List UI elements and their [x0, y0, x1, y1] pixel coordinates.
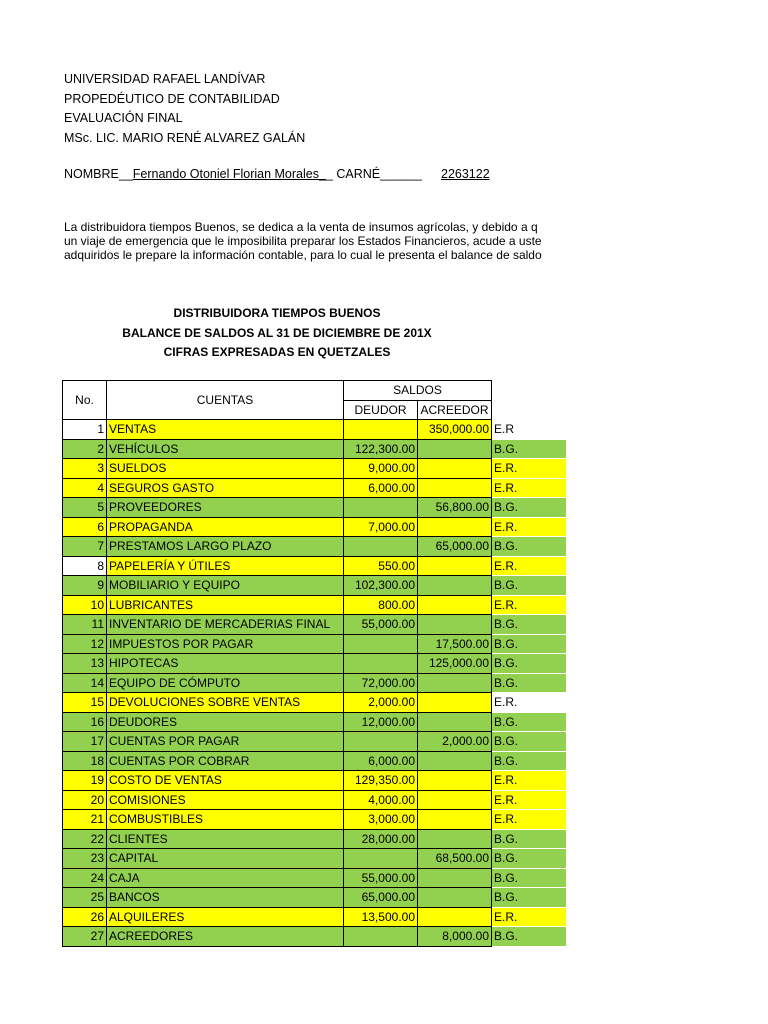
row-number: 18: [63, 751, 107, 771]
statement-class: B.G.: [492, 673, 566, 693]
carne-number: 2263122: [441, 167, 490, 181]
credit-amount: [418, 595, 492, 615]
debit-amount: 28,000.00: [344, 829, 418, 849]
credit-amount: [418, 478, 492, 498]
statement-class: E.R.: [492, 693, 566, 713]
table-row: [63, 751, 566, 771]
debit-amount: [344, 654, 418, 674]
row-number: 19: [63, 771, 107, 791]
account-name: LUBRICANTES: [107, 595, 344, 615]
statement-class: E.R.: [492, 790, 566, 810]
header-deudor: DEUDOR: [344, 400, 418, 420]
debit-amount: 12,000.00: [344, 712, 418, 732]
statement-class: E.R: [492, 420, 566, 440]
account-name: COMBUSTIBLES: [107, 810, 344, 830]
row-number: 10: [63, 595, 107, 615]
credit-amount: [418, 439, 492, 459]
account-name: EQUIPO DE CÓMPUTO: [107, 673, 344, 693]
row-number: 7: [63, 537, 107, 557]
table-row: [63, 693, 566, 713]
credit-amount: [418, 459, 492, 479]
problem-statement: [64, 220, 567, 262]
debit-amount: 9,000.00: [344, 459, 418, 479]
account-name: CLIENTES: [107, 829, 344, 849]
row-number: 23: [63, 849, 107, 869]
statement-class: B.G.: [492, 927, 566, 947]
header-spacer: [492, 400, 566, 420]
header-cuentas: CUENTAS: [107, 381, 344, 420]
debit-amount: [344, 537, 418, 557]
credit-amount: 65,000.00: [418, 537, 492, 557]
statement-class: B.G.: [492, 751, 566, 771]
table-row: [63, 732, 566, 752]
credit-amount: [418, 888, 492, 908]
statement-line-1: La distribuidora tiempos Buenos, se dedica a la venta de insumos agrícolas, y debido a q: [64, 220, 538, 234]
row-number: 26: [63, 907, 107, 927]
debit-amount: 2,000.00: [344, 693, 418, 713]
statement-class: B.G.: [492, 537, 566, 557]
table-row: [63, 439, 566, 459]
debit-amount: 7,000.00: [344, 517, 418, 537]
statement-class: B.G.: [492, 712, 566, 732]
row-number: 13: [63, 654, 107, 674]
table-row: [63, 712, 566, 732]
table-row: [63, 673, 566, 693]
statement-line-3: adquiridos le prepare la información contable, para lo cual le presenta el balance de saldo: [64, 248, 542, 262]
debit-amount: [344, 927, 418, 947]
table-row: [63, 868, 566, 888]
statement-class: E.R.: [492, 595, 566, 615]
table-row: [63, 420, 566, 440]
statement-line-2: un viaje de emergencia que le imposibilita preparar los Estados Financieros, acude a uste: [64, 234, 542, 248]
debit-amount: [344, 498, 418, 518]
credit-amount: 8,000.00: [418, 927, 492, 947]
table-row: [63, 478, 566, 498]
row-number: 4: [63, 478, 107, 498]
statement-class: B.G.: [492, 498, 566, 518]
table-row: [63, 634, 566, 654]
account-name: PAPELERÍA Y ÚTILES: [107, 556, 344, 576]
table-row: [63, 615, 566, 635]
table-row: [63, 907, 566, 927]
debit-amount: 6,000.00: [344, 751, 418, 771]
credit-amount: [418, 868, 492, 888]
statement-class: B.G.: [492, 868, 566, 888]
credit-amount: 56,800.00: [418, 498, 492, 518]
professor-name: MSc. LIC. MARIO RENÉ ALVAREZ GALÁN: [64, 130, 306, 145]
row-number: 3: [63, 459, 107, 479]
debit-amount: 550.00: [344, 556, 418, 576]
row-number: 22: [63, 829, 107, 849]
statement-class: B.G.: [492, 576, 566, 596]
debit-amount: [344, 732, 418, 752]
table-row: [63, 576, 566, 596]
row-number: 17: [63, 732, 107, 752]
statement-class: E.R.: [492, 459, 566, 479]
row-number: 1: [63, 420, 107, 440]
debit-amount: [344, 420, 418, 440]
credit-amount: [418, 556, 492, 576]
account-name: INVENTARIO DE MERCADERIAS FINAL: [107, 615, 344, 635]
statement-class: B.G.: [492, 888, 566, 908]
account-name: ALQUILERES: [107, 907, 344, 927]
account-name: ACREEDORES: [107, 927, 344, 947]
table-row: [63, 517, 566, 537]
debit-amount: 3,000.00: [344, 810, 418, 830]
debit-amount: 4,000.00: [344, 790, 418, 810]
account-name: SEGUROS GASTO: [107, 478, 344, 498]
table-row: [63, 790, 566, 810]
credit-amount: [418, 751, 492, 771]
student-info-row: [64, 167, 490, 181]
statement-class: E.R.: [492, 478, 566, 498]
debit-amount: [344, 849, 418, 869]
row-number: 2: [63, 439, 107, 459]
credit-amount: [418, 693, 492, 713]
credit-amount: [418, 790, 492, 810]
header-saldos: SALDOS: [344, 381, 492, 401]
student-name: Fernando Otoniel Florian Morales_: [132, 167, 326, 181]
account-name: CAPITAL: [107, 849, 344, 869]
credit-amount: 68,500.00: [418, 849, 492, 869]
currency-title: CIFRAS EXPRESADAS EN QUETZALES: [163, 345, 391, 359]
account-name: PROVEEDORES: [107, 498, 344, 518]
account-name: DEVOLUCIONES SOBRE VENTAS: [107, 693, 344, 713]
exam-title: EVALUACIÓN FINAL: [64, 111, 183, 125]
account-name: SUELDOS: [107, 459, 344, 479]
account-name: MOBILIARIO Y EQUIPO: [107, 576, 344, 596]
nombre-label: NOMBRE__: [64, 167, 133, 181]
row-number: 12: [63, 634, 107, 654]
credit-amount: [418, 829, 492, 849]
company-title: DISTRIBUIDORA TIEMPOS BUENOS: [173, 306, 381, 320]
credit-amount: [418, 712, 492, 732]
statement-titles: [62, 304, 492, 363]
account-name: CUENTAS POR PAGAR: [107, 732, 344, 752]
statement-class: B.G.: [492, 829, 566, 849]
table-row: [63, 888, 566, 908]
statement-class: B.G.: [492, 634, 566, 654]
debit-amount: [344, 634, 418, 654]
table-row: [63, 556, 566, 576]
statement-class: B.G.: [492, 439, 566, 459]
credit-amount: [418, 576, 492, 596]
header-spacer: [492, 381, 566, 401]
table-row: [63, 654, 566, 674]
table-row: [63, 927, 566, 947]
row-number: 25: [63, 888, 107, 908]
table-row: [63, 537, 566, 557]
row-number: 14: [63, 673, 107, 693]
table-row: [63, 459, 566, 479]
credit-amount: 350,000.00: [418, 420, 492, 440]
debit-amount: 6,000.00: [344, 478, 418, 498]
table-row: [63, 771, 566, 791]
carne-label: _ CARNÉ______: [325, 167, 422, 181]
account-name: CAJA: [107, 868, 344, 888]
table-body: [63, 420, 566, 947]
debit-amount: 55,000.00: [344, 615, 418, 635]
trial-balance-table: [62, 380, 566, 947]
account-name: PRESTAMOS LARGO PLAZO: [107, 537, 344, 557]
table-row: [63, 498, 566, 518]
table-row: [63, 810, 566, 830]
account-name: HIPOTECAS: [107, 654, 344, 674]
debit-amount: 129,350.00: [344, 771, 418, 791]
credit-amount: [418, 673, 492, 693]
credit-amount: [418, 517, 492, 537]
statement-class: E.R.: [492, 810, 566, 830]
credit-amount: [418, 615, 492, 635]
statement-class: B.G.: [492, 615, 566, 635]
credit-amount: 17,500.00: [418, 634, 492, 654]
header-acreedor: ACREEDOR: [418, 400, 492, 420]
row-number: 21: [63, 810, 107, 830]
row-number: 11: [63, 615, 107, 635]
account-name: COMISIONES: [107, 790, 344, 810]
row-number: 24: [63, 868, 107, 888]
account-name: IMPUESTOS POR PAGAR: [107, 634, 344, 654]
credit-amount: [418, 771, 492, 791]
debit-amount: 13,500.00: [344, 907, 418, 927]
credit-amount: [418, 810, 492, 830]
statement-class: E.R.: [492, 556, 566, 576]
account-name: VEHÍCULOS: [107, 439, 344, 459]
credit-amount: 125,000.00: [418, 654, 492, 674]
table-row: [63, 849, 566, 869]
row-number: 15: [63, 693, 107, 713]
course-name: PROPEDÉUTICO DE CONTABILIDAD: [64, 91, 280, 106]
row-number: 6: [63, 517, 107, 537]
table-row: [63, 829, 566, 849]
debit-amount: 65,000.00: [344, 888, 418, 908]
row-number: 27: [63, 927, 107, 947]
debit-amount: 55,000.00: [344, 868, 418, 888]
account-name: VENTAS: [107, 420, 344, 440]
debit-amount: 72,000.00: [344, 673, 418, 693]
account-name: COSTO DE VENTAS: [107, 771, 344, 791]
account-name: DEUDORES: [107, 712, 344, 732]
account-name: BANCOS: [107, 888, 344, 908]
account-name: PROPAGANDA: [107, 517, 344, 537]
row-number: 20: [63, 790, 107, 810]
account-name: CUENTAS POR COBRAR: [107, 751, 344, 771]
debit-amount: 122,300.00: [344, 439, 418, 459]
table-row: [63, 595, 566, 615]
statement-class: B.G.: [492, 732, 566, 752]
document-header: [64, 70, 305, 148]
statement-class: B.G.: [492, 654, 566, 674]
debit-amount: 102,300.00: [344, 576, 418, 596]
statement-class: B.G.: [492, 849, 566, 869]
credit-amount: 2,000.00: [418, 732, 492, 752]
university-name: UNIVERSIDAD RAFAEL LANDÍVAR: [64, 72, 266, 86]
credit-amount: [418, 907, 492, 927]
row-number: 8: [63, 556, 107, 576]
statement-class: E.R.: [492, 771, 566, 791]
balance-title: BALANCE DE SALDOS AL 31 DE DICIEMBRE DE 201X: [122, 325, 432, 340]
statement-class: E.R.: [492, 517, 566, 537]
row-number: 9: [63, 576, 107, 596]
header-no: No.: [63, 381, 107, 420]
row-number: 16: [63, 712, 107, 732]
statement-class: E.R.: [492, 907, 566, 927]
debit-amount: 800.00: [344, 595, 418, 615]
row-number: 5: [63, 498, 107, 518]
